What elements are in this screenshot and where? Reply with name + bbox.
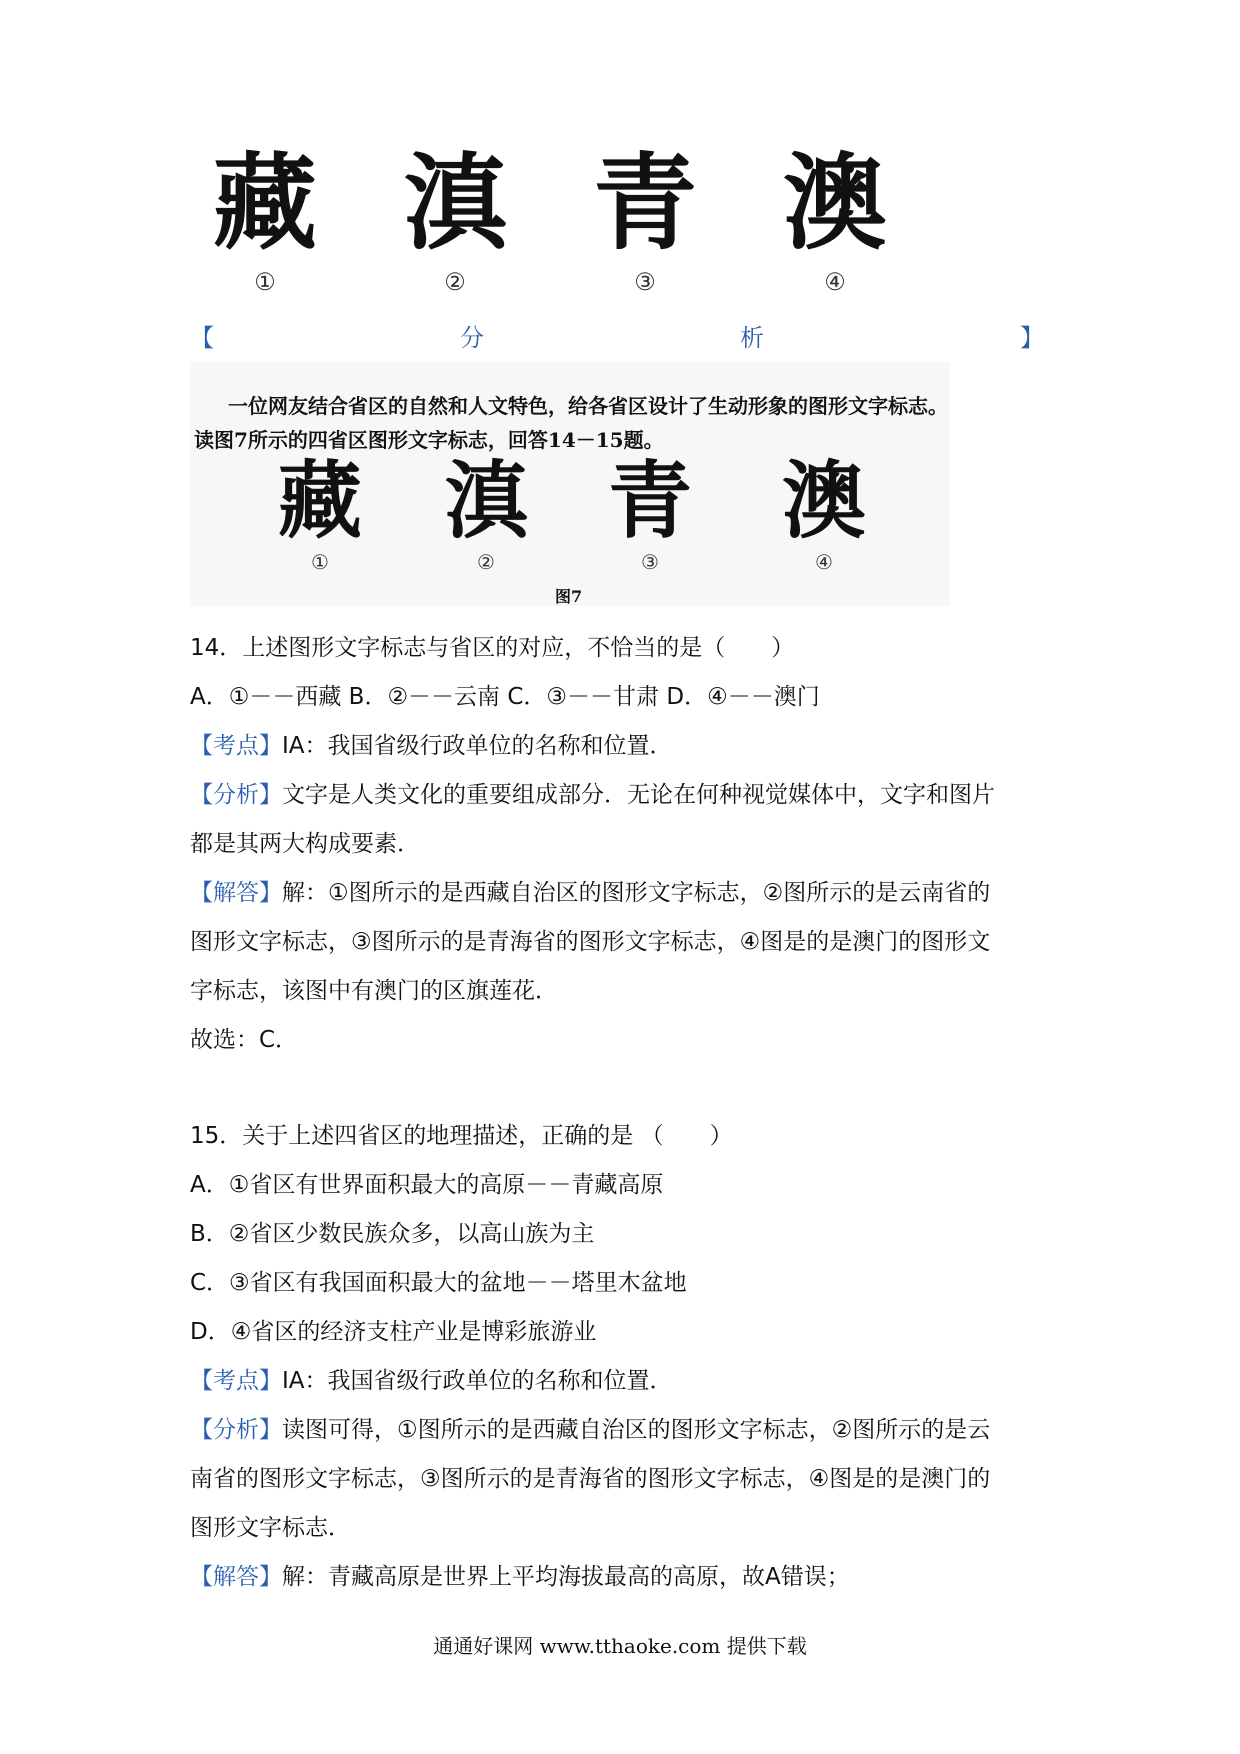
scan-logo-4 bbox=[754, 452, 894, 574]
analysis-header bbox=[190, 318, 1050, 352]
q14-kaodian-text: IA：我国省级行政单位的名称和位置． bbox=[282, 733, 673, 759]
scan-logo-glyph-1: 藏 bbox=[277, 451, 362, 550]
scan-logo-glyph-3: 青 bbox=[607, 451, 692, 550]
logo-2 bbox=[380, 140, 530, 296]
page-footer: 通通好课网 www.tthaoke.com 提供下载 bbox=[433, 1634, 807, 1658]
top-logo-figure bbox=[190, 140, 920, 296]
logo-glyph-4: 澳 bbox=[782, 141, 887, 264]
q15-jieda-tag: 【解答】 bbox=[190, 1564, 282, 1590]
q14-fenxi-2: 都是其两大构成要素． bbox=[190, 831, 420, 857]
q14-fenxi-text-1: 文字是人类文化的重要组成部分．无论在何种视觉媒体中，文字和图片 bbox=[282, 782, 995, 808]
analysis-char-2: 析 bbox=[740, 324, 764, 352]
q15-option-c: C．③省区有我国面积最大的盆地－－塔里木盆地 bbox=[190, 1270, 687, 1296]
logo-num-3: ③ bbox=[634, 268, 656, 296]
q15-jieda-1 bbox=[190, 1562, 850, 1592]
q15-jieda-text-1: 解：青藏高原是世界上平均海拔最高的高原，故A错误； bbox=[282, 1564, 850, 1590]
logo-num-1: ① bbox=[254, 268, 276, 296]
analysis-bracket-close: 】 bbox=[1020, 324, 1044, 352]
q14-answer: 故选：C． bbox=[190, 1027, 299, 1053]
q15-fenxi-3: 图形文字标志． bbox=[190, 1515, 351, 1541]
q14-stem: 14．上述图形文字标志与省区的对应，不恰当的是（ ） bbox=[190, 635, 795, 661]
q15-fenxi-1 bbox=[190, 1415, 990, 1445]
logo-glyph-3: 青 bbox=[592, 141, 697, 264]
q15-kaodian-text: IA：我国省级行政单位的名称和位置． bbox=[282, 1368, 673, 1394]
logo-1 bbox=[190, 140, 340, 296]
q14-kaodian bbox=[190, 731, 673, 761]
q15-option-a: A．①省区有世界面积最大的高原－－青藏高原 bbox=[190, 1172, 664, 1198]
logo-glyph-1: 藏 bbox=[212, 141, 317, 264]
q15-fenxi-2: 南省的图形文字标志，③图所示的是青海省的图形文字标志，④图是的是澳门的 bbox=[190, 1466, 991, 1492]
scan-line-1: 一位网友结合省区的自然和人文特色，给各省区设计了生动形象的图形文字标志。 bbox=[228, 394, 948, 418]
scan-logo-num-1: ① bbox=[311, 550, 329, 574]
scan-caption: 图7 bbox=[555, 587, 583, 606]
scan-line-2: 读图7所示的四省区图形文字标志，回答14－15题。 bbox=[194, 428, 664, 452]
q15-option-b: B．②省区少数民族众多，以高山族为主 bbox=[190, 1221, 595, 1247]
q15-fenxi-tag: 【分析】 bbox=[190, 1417, 282, 1443]
q14-jieda-tag: 【解答】 bbox=[190, 880, 282, 906]
analysis-bracket-open: 【 bbox=[190, 324, 214, 352]
scan-logo-num-4: ④ bbox=[815, 550, 833, 574]
q15-stem: 15．关于上述四省区的地理描述，正确的是 （ ） bbox=[190, 1123, 733, 1149]
q14-fenxi-1 bbox=[190, 780, 995, 810]
scan-logo-row bbox=[260, 452, 894, 574]
scan-logo-3 bbox=[590, 452, 710, 574]
q14-jieda-text-1: 解：①图所示的是西藏自治区的图形文字标志，②图所示的是云南省的 bbox=[282, 880, 991, 906]
q14-kaodian-tag: 【考点】 bbox=[190, 733, 282, 759]
q15-fenxi-text-1: 读图可得，①图所示的是西藏自治区的图形文字标志，②图所示的是云 bbox=[282, 1417, 991, 1443]
scan-logo-glyph-4: 澳 bbox=[781, 451, 866, 550]
analysis-char-1: 分 bbox=[460, 324, 484, 352]
scanned-excerpt bbox=[190, 362, 950, 606]
logo-glyph-2: 滇 bbox=[402, 141, 507, 264]
q14-jieda-1 bbox=[190, 878, 990, 908]
q14-fenxi-tag: 【分析】 bbox=[190, 782, 282, 808]
q15-kaodian-tag: 【考点】 bbox=[190, 1368, 282, 1394]
scan-logo-1 bbox=[260, 452, 380, 574]
q15-kaodian bbox=[190, 1366, 673, 1396]
q14-jieda-3: 字标志，该图中有澳门的区旗莲花． bbox=[190, 978, 558, 1004]
scan-logo-num-2: ② bbox=[477, 550, 495, 574]
q15-option-d: D．④省区的经济支柱产业是博彩旅游业 bbox=[190, 1319, 597, 1345]
scan-logo-glyph-2: 滇 bbox=[443, 451, 528, 550]
scan-logo-num-3: ③ bbox=[641, 550, 659, 574]
logo-num-4: ④ bbox=[824, 268, 846, 296]
q14-jieda-2: 图形文字标志，③图所示的是青海省的图形文字标志，④图是的是澳门的图形文 bbox=[190, 929, 991, 955]
q14-options: A．①－－西藏 B．②－－云南 C．③－－甘肃 D．④－－澳门 bbox=[190, 684, 820, 710]
logo-3 bbox=[570, 140, 720, 296]
logo-4 bbox=[750, 140, 920, 296]
logo-num-2: ② bbox=[444, 268, 466, 296]
scan-logo-2 bbox=[426, 452, 546, 574]
